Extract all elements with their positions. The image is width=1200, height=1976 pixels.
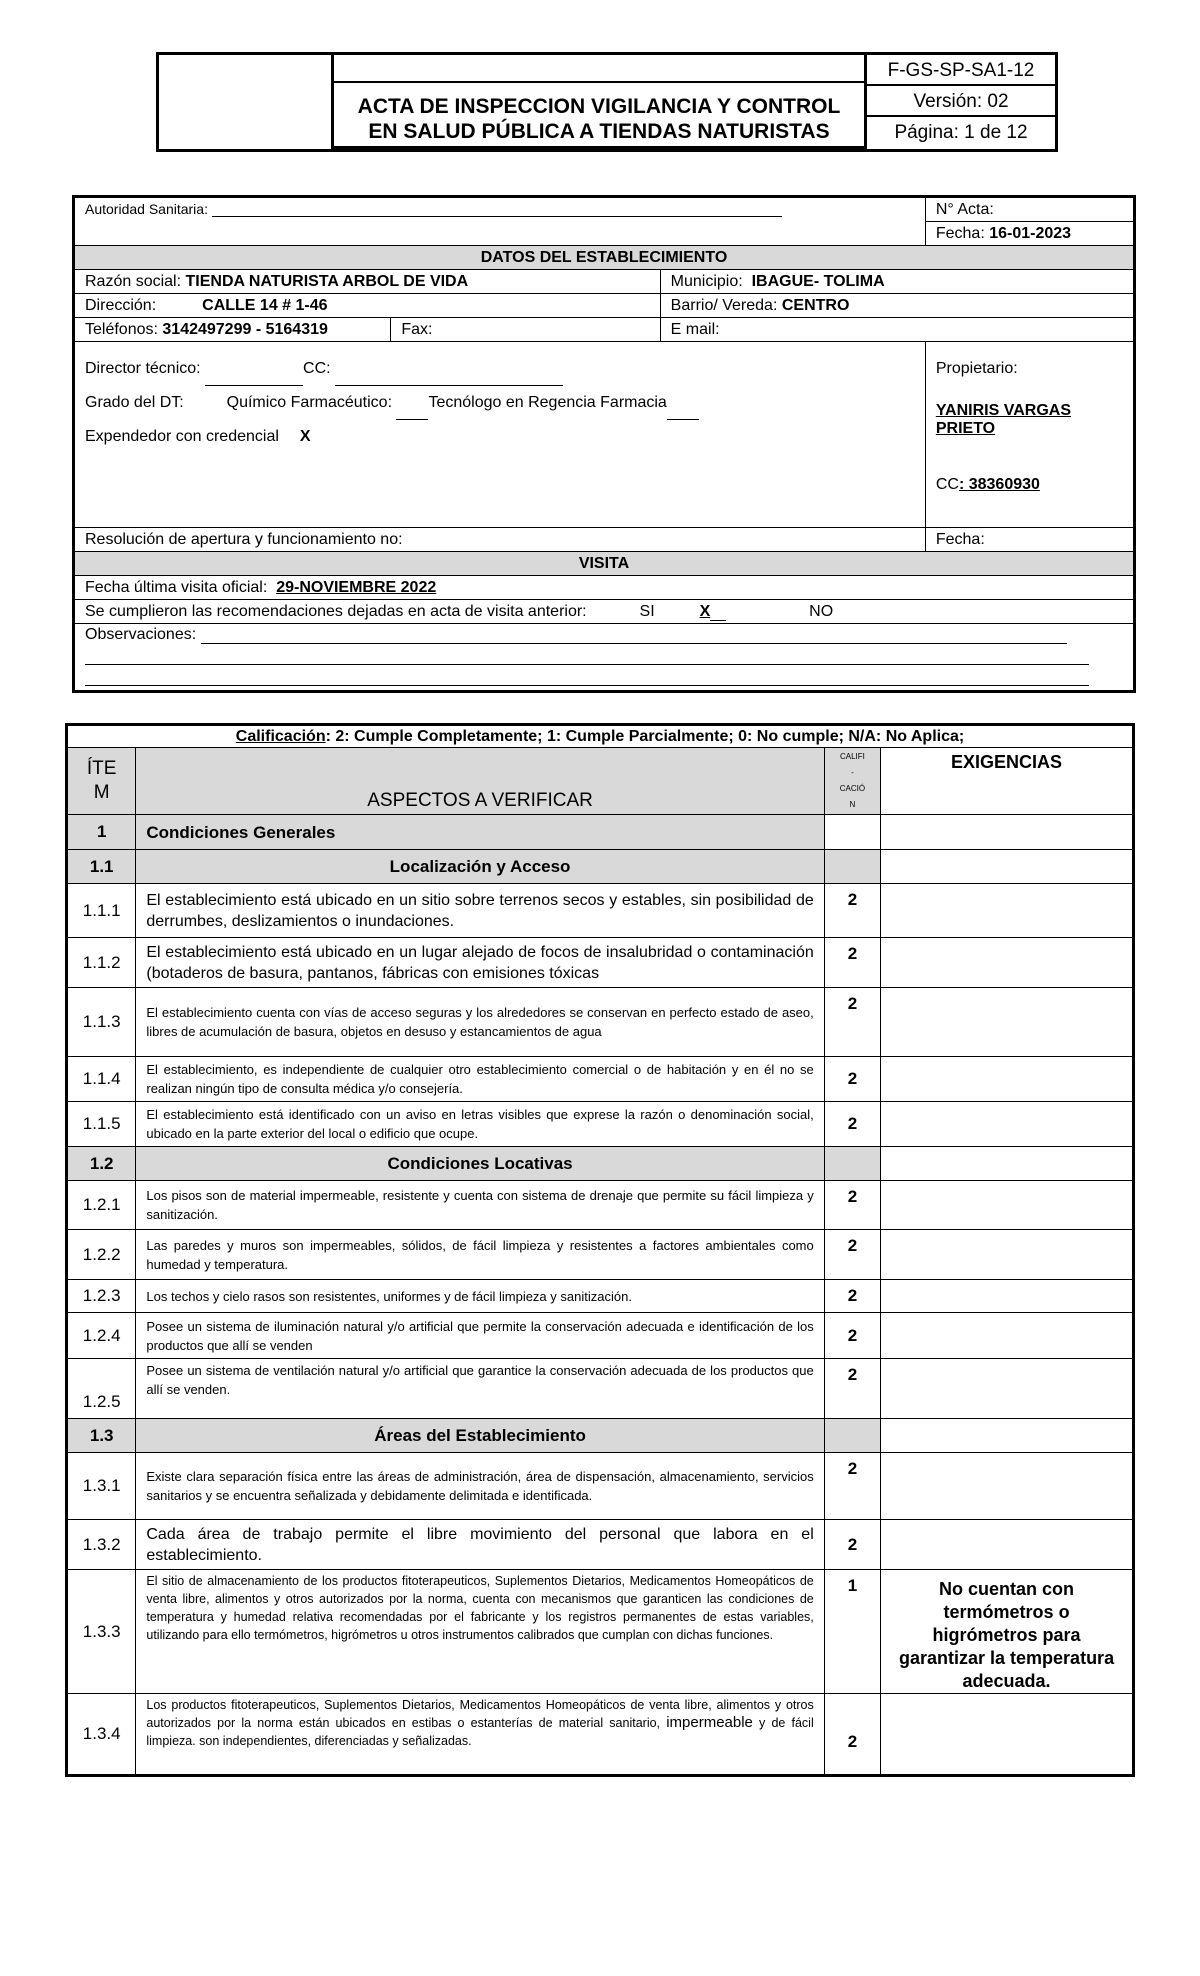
document-title [334, 55, 867, 149]
propietario-cc-value: : 38360930 [958, 476, 1040, 493]
item-calificacion[interactable]: 2 [824, 1280, 880, 1313]
section-item: 1.2 [67, 1147, 136, 1181]
item-description: El sitio de almacenamiento de los productos fitoterapeuticos, Suplementos Dietarios, Medicamentos Homeopáticos de venta libre, alimentos y otros autorizados por la norma, cuenta con mecanismos que garanticen las condiciones de temperatura y humedad relativa recomendadas por el fabricante y los registros permanentes de estas variables, utilizando para ello termómetros, higrómetros u otros instrumentos calibrados que cumplan con dichas funciones. [136, 1570, 824, 1694]
section-row [67, 1419, 1134, 1453]
col-aspectos-header: ASPECTOS A VERIFICAR [136, 748, 824, 815]
item-number: 1.3.1 [67, 1453, 136, 1520]
table-row [67, 938, 1134, 988]
title-line-2: EN SALUD PÚBLICA A TIENDAS NATURISTAS [368, 120, 830, 143]
item-number: 1.2.4 [67, 1313, 136, 1359]
grado-line [85, 386, 915, 420]
item-calificacion[interactable]: 2 [824, 1694, 880, 1776]
acta-cell [925, 197, 1134, 222]
section-item: 1 [67, 815, 136, 850]
section-item: 1.3 [67, 1419, 136, 1453]
item-description-part-2: impermeable [666, 1714, 753, 1731]
item-calificacion[interactable]: 1 [824, 1570, 880, 1694]
item-description: El establecimiento está ubicado en un sitio sobre terrenos secos y estables, sin posibilidad de derrumbes, deslizamientos o inundaciones. [136, 884, 824, 938]
section-label: Áreas del Establecimiento [136, 1419, 824, 1453]
fecha-label: Fecha: [935, 224, 985, 242]
quimico-field[interactable] [396, 399, 428, 420]
expendedor-mark: X [299, 428, 311, 445]
section-label: Localización y Acceso [136, 850, 824, 884]
item-number: 1.1.4 [67, 1057, 136, 1102]
observaciones-line-2[interactable] [85, 646, 1089, 665]
observaciones-line-1[interactable] [201, 629, 1067, 644]
razon-cell [74, 270, 661, 294]
table-row [67, 1694, 1134, 1776]
document-version: Versión: 02 [867, 86, 1055, 117]
item-description: Las paredes y muros son impermeables, sólidos, de fácil limpieza y resistentes a factores ambientales como humedad y temperatura. [136, 1230, 824, 1280]
ultima-visita-label: Fecha última visita oficial: [85, 578, 268, 596]
table-row [67, 1520, 1134, 1570]
item-exigencia[interactable] [881, 1230, 1134, 1280]
item-description: El establecimiento está identificado con un aviso en letras visibles que exprese la razón o denominación social, ubicado en la parte exterior del local o edificio que ocupe. [136, 1102, 824, 1147]
director-block [74, 342, 926, 528]
resolucion-label: Resolución de apertura y funcionamiento no: [85, 530, 403, 548]
item-description: Los techos y cielo rasos son resistentes, uniformes y de fácil limpieza y sanitización. [136, 1280, 824, 1313]
item-exigencia[interactable] [881, 1359, 1134, 1419]
item-calificacion[interactable]: 2 [824, 1057, 880, 1102]
section-row [67, 815, 1134, 850]
item-description: Los pisos son de material impermeable, resistente y cuenta con sistema de drenaje que permite su fácil limpieza y sanitización. [136, 1181, 824, 1230]
observaciones-line-3[interactable] [85, 667, 1089, 686]
fecha-value: 16-01-2023 [989, 224, 1072, 242]
direccion-value: CALLE 14 # 1-46 [202, 296, 328, 314]
item-description: El establecimiento, es independiente de cualquier otro establecimiento comercial o de habitación y en él no se realizan ningún tipo de consulta médica y/o consejería. [136, 1057, 824, 1102]
expendedor-label: Expendedor con credencial [85, 428, 279, 445]
municipio-label: Municipio: [670, 272, 743, 290]
item-exigencia[interactable] [881, 988, 1134, 1057]
quimico-label: Químico Farmacéutico: [226, 394, 393, 411]
expendedor-line [85, 420, 915, 454]
email-label: E mail: [670, 320, 720, 338]
si-label: SI [639, 602, 655, 620]
item-calificacion[interactable]: 2 [824, 988, 880, 1057]
item-exigencia[interactable] [881, 884, 1134, 938]
no-label: NO [809, 602, 834, 620]
director-cc-label: CC: [303, 360, 331, 377]
datos-section-title: DATOS DEL ESTABLECIMIENTO [74, 246, 1135, 270]
section-exi [881, 1147, 1134, 1181]
table-row [67, 1181, 1134, 1230]
col-item-header-2: M [93, 782, 110, 803]
resolucion-fecha-label: Fecha: [935, 530, 985, 548]
municipio-cell [660, 270, 1134, 294]
director-label: Director técnico: [85, 360, 201, 377]
table-row [67, 1570, 1134, 1694]
calificacion-legend [67, 725, 1134, 748]
item-calificacion[interactable]: 2 [824, 1313, 880, 1359]
section-label: Condiciones Generales [136, 815, 824, 850]
item-calificacion[interactable]: 2 [824, 1230, 880, 1280]
item-number: 1.3.4 [67, 1694, 136, 1776]
item-number: 1.3.2 [67, 1520, 136, 1570]
ultima-visita-value: 29-NOVIEMBRE 2022 [276, 578, 437, 596]
tecnologo-label: Tecnólogo en Regencia Farmacia [428, 394, 667, 411]
section-exi [881, 850, 1134, 884]
item-number: 1.3.3 [67, 1570, 136, 1694]
ultima-visita-cell [74, 576, 1135, 600]
table-row [67, 1453, 1134, 1520]
col-calif-header [824, 748, 880, 815]
section-row [67, 850, 1134, 884]
item-number: 1.1.1 [67, 884, 136, 938]
item-description: Existe clara separación física entre las áreas de administración, área de dispensación, almacenamiento, servicios sanitarios y se encuentra señalizada y debidamente delimitada e identificada. [136, 1453, 824, 1520]
document-meta [867, 55, 1055, 149]
item-calificacion[interactable]: 2 [824, 1359, 880, 1419]
si-mark-line [710, 604, 726, 621]
section-cal [824, 1147, 880, 1181]
table-row [67, 1280, 1134, 1313]
item-number: 1.2.2 [67, 1230, 136, 1280]
item-exigencia[interactable] [881, 1313, 1134, 1359]
tecnologo-field[interactable] [667, 399, 699, 420]
barrio-label: Barrio/ Vereda: [670, 296, 778, 314]
section-label: Condiciones Locativas [136, 1147, 824, 1181]
item-exigencia[interactable] [881, 1694, 1134, 1776]
establishment-table [72, 195, 1136, 693]
item-description: El establecimiento está ubicado en un lugar alejado de focos de insalubridad o contaminación (botaderos de basura, pantanos, fábricas con emisiones tóxicas [136, 938, 824, 988]
item-exigencia[interactable] [881, 1453, 1134, 1520]
razon-label: Razón social: [85, 272, 182, 290]
autoridad-label: Autoridad Sanitaria: [85, 201, 208, 217]
item-calificacion[interactable]: 2 [824, 1181, 880, 1230]
item-calificacion[interactable]: 2 [824, 1520, 880, 1570]
item-description: Posee un sistema de iluminación natural y/o artificial que permite la conservación adecuada e identificación de los productos que allí se venden [136, 1313, 824, 1359]
document-page: Página: 1 de 12 [894, 122, 1028, 143]
section-cal [824, 1419, 880, 1453]
acta-label: N° Acta: [935, 200, 994, 218]
aspects-table [65, 723, 1135, 1777]
calificacion-label: Calificación [235, 727, 326, 745]
item-number: 1.2.5 [67, 1359, 136, 1419]
col-calif-header-1: CALIFI [839, 752, 865, 761]
autoridad-field[interactable] [212, 202, 782, 217]
grado-label: Grado del DT: [85, 394, 184, 411]
document-header [156, 52, 1058, 152]
section-exi [881, 1419, 1134, 1453]
director-line [85, 352, 915, 386]
logo-cell [159, 55, 334, 149]
item-exigencia[interactable] [881, 1102, 1134, 1147]
telefonos-value: 3142497299 - 5164319 [162, 320, 328, 338]
title-line-1: ACTA DE INSPECCION VIGILANCIA Y CONTROL [357, 95, 841, 118]
item-number: 1.1.3 [67, 988, 136, 1057]
propietario-block [925, 342, 1134, 528]
item-exigencia[interactable] [881, 1280, 1134, 1313]
section-cal [824, 815, 880, 850]
table-row [67, 1313, 1134, 1359]
item-description: El establecimiento cuenta con vías de acceso seguras y los alrededores se conservan en perfecto estado de aseo, libres de acumulación de basura, objetos en desuso y estancamientos de agua [136, 988, 824, 1057]
col-item-header [67, 748, 136, 815]
direccion-label: Dirección: [85, 296, 157, 314]
cumplieron-cell [74, 600, 1135, 624]
item-calificacion[interactable]: 2 [824, 938, 880, 988]
title-bottom-rule [331, 146, 864, 149]
document-code: F-GS-SP-SA1-12 [867, 55, 1055, 86]
director-cc-field[interactable] [335, 365, 563, 386]
observaciones-cell [74, 624, 1135, 692]
item-description [136, 1694, 824, 1776]
email-cell [660, 318, 1134, 342]
item-description-part-3: y de fácil limpieza. son independientes, diferenciadas y señalizadas. [146, 1716, 814, 1748]
item-exigencia[interactable] [881, 938, 1134, 988]
propietario-name-2: PRIETO [935, 420, 996, 437]
si-mark: X [699, 602, 711, 620]
table-row [67, 1230, 1134, 1280]
direccion-cell [74, 294, 661, 318]
propietario-name-1: YANIRIS VARGAS [935, 402, 1071, 419]
item-description-part-1: Los productos fitoterapeuticos, Suplementos Dietarios, Medicamentos Homeopáticos de venta libre, alimentos y otros autorizados por la norma están ubicados en estibas o estanterías de material sanitario, [146, 1698, 814, 1730]
autoridad-cell [74, 197, 926, 246]
item-exigencia[interactable] [881, 1520, 1134, 1570]
table-row [67, 1359, 1134, 1419]
fax-label: Fax: [401, 320, 433, 338]
section-cal [824, 850, 880, 884]
fax-cell [391, 318, 660, 342]
item-exigencia[interactable] [881, 1057, 1134, 1102]
table-row [67, 988, 1134, 1057]
item-calificacion[interactable]: 2 [824, 1102, 880, 1147]
calificacion-text: : 2: Cumple Completamente; 1: Cumple Parcialmente; 0: No cumple; N/A: No Aplica; [325, 727, 965, 745]
section-item: 1.1 [67, 850, 136, 884]
col-calif-header-3: CACIÓ [839, 784, 866, 793]
item-exigencia[interactable]: No cuentan con termómetros o higrómetros para garantizar la temperatura adecuada. [881, 1570, 1134, 1694]
resolucion-fecha-cell [925, 528, 1134, 552]
item-calificacion[interactable]: 2 [824, 884, 880, 938]
fecha-cell [925, 222, 1134, 246]
barrio-value: CENTRO [781, 296, 850, 314]
observaciones-label: Observaciones: [85, 626, 197, 643]
propietario-label: Propietario: [935, 360, 1018, 377]
table-row [67, 884, 1134, 938]
resolucion-cell [74, 528, 926, 552]
section-exi [881, 815, 1134, 850]
visita-section-title: VISITA [74, 552, 1135, 576]
propietario-cc-line [936, 476, 1123, 494]
col-exigencias-header: EXIGENCIAS [881, 748, 1134, 815]
propietario-cc-label: CC [935, 476, 959, 493]
item-number: 1.2.3 [67, 1280, 136, 1313]
item-number: 1.1.2 [67, 938, 136, 988]
item-exigencia[interactable] [881, 1181, 1134, 1230]
telefonos-cell [74, 318, 391, 342]
razon-value: TIENDA NATURISTA ARBOL DE VIDA [185, 272, 469, 290]
cumplieron-label: Se cumplieron las recomendaciones dejadas en acta de visita anterior: [85, 602, 587, 620]
table-row [67, 1057, 1134, 1102]
title-top-rule [334, 81, 864, 83]
table-row [67, 1102, 1134, 1147]
telefonos-label: Teléfonos: [85, 320, 158, 338]
barrio-cell [660, 294, 1134, 318]
item-number: 1.2.1 [67, 1181, 136, 1230]
col-calif-header-2: - [851, 768, 854, 777]
section-row [67, 1147, 1134, 1181]
item-calificacion[interactable]: 2 [824, 1453, 880, 1520]
director-field[interactable] [205, 365, 303, 386]
item-description: Cada área de trabajo permite el libre movimiento del personal que labora en el establecimiento. [136, 1520, 824, 1570]
col-calif-header-4: N [849, 800, 856, 809]
item-number: 1.1.5 [67, 1102, 136, 1147]
item-description: Posee un sistema de ventilación natural y/o artificial que garantice la conservación adecuada de los productos que allí se venden. [136, 1359, 824, 1419]
municipio-value: IBAGUE- TOLIMA [751, 272, 885, 290]
col-item-header-1: ÍTE [86, 758, 117, 779]
